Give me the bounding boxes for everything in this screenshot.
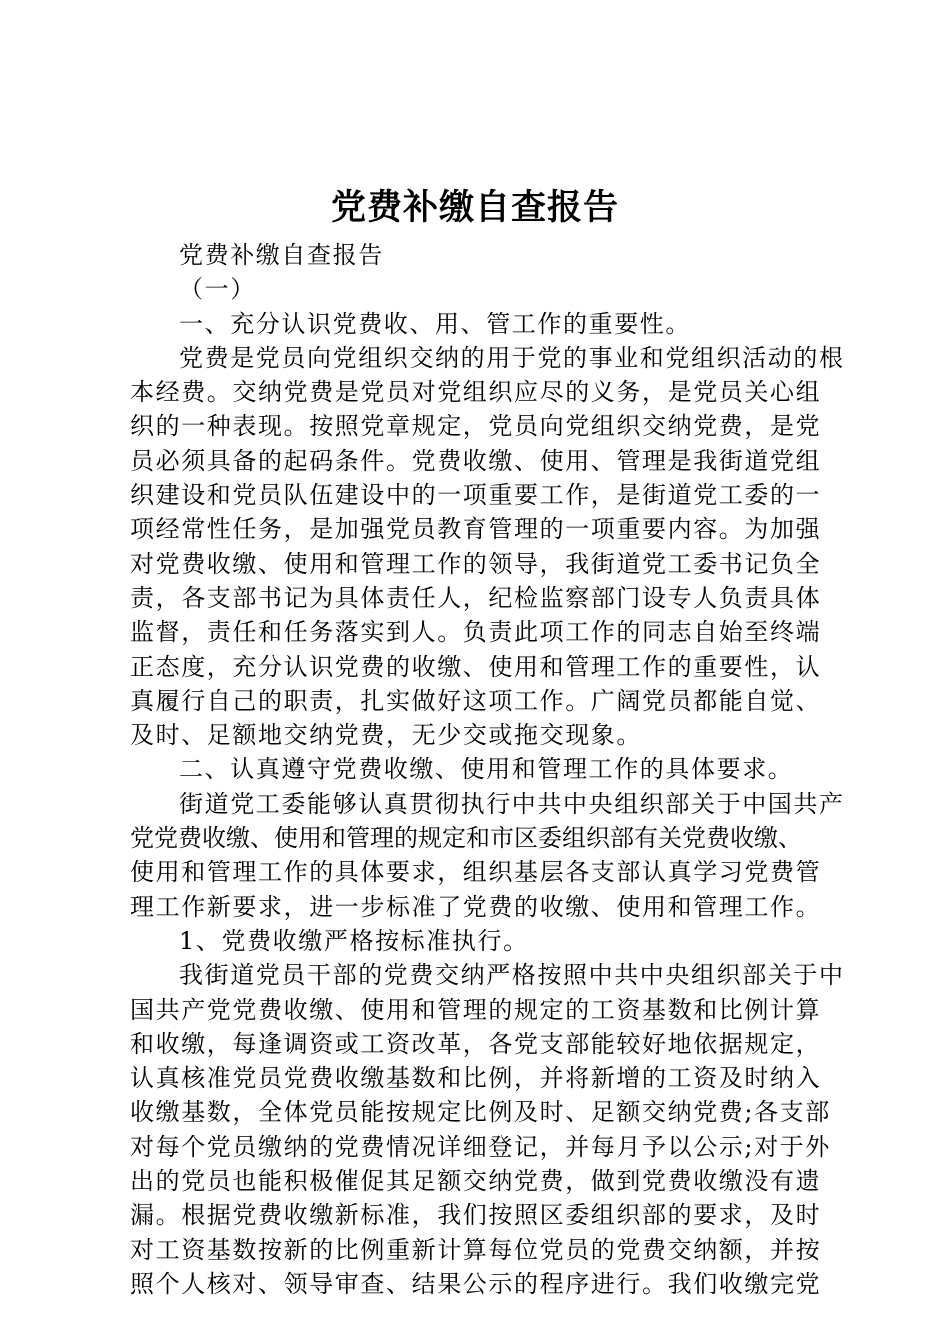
section-number: （一） xyxy=(179,275,256,304)
paragraph-line: 我街道党员干部的党费交纳严格按照中共中央组织部关于中 xyxy=(179,961,845,990)
subheading-1: 1、党费收缴严格按标准执行。 xyxy=(179,926,529,955)
heading-1: 一、充分认识党费收、用、管工作的重要性。 xyxy=(179,309,691,338)
paragraph-line: 理工作新要求，进一步标准了党费的收缴、使用和管理工作。 xyxy=(130,892,822,921)
paragraph-line: 党费是党员向党组织交纳的用于党的事业和党组织活动的根 xyxy=(179,343,845,372)
paragraph-line: 对工资基数按新的比例重新计算每位党员的党费交纳额，并按 xyxy=(130,1235,822,1264)
paragraph-line: 正态度，充分认识党费的收缴、使用和管理工作的重要性，认 xyxy=(130,652,822,681)
paragraph-line: 和收缴，每逢调资或工资改革，各党支部能较好地依据规定， xyxy=(130,1029,822,1058)
paragraph-line: 责，各支部书记为具体责任人，纪检监察部门设专人负责具体 xyxy=(130,583,822,612)
paragraph-line: 织的一种表现。按照党章规定，党员向党组织交纳党费，是党 xyxy=(130,412,822,441)
paragraph-line: 党党费收缴、使用和管理的规定和市区委组织部有关党费收缴、 xyxy=(130,824,802,853)
paragraph-line: 漏。根据党费收缴新标准，我们按照区委组织部的要求，及时 xyxy=(130,1201,822,1230)
document-body xyxy=(130,238,845,1301)
paragraph-line: 对党费收缴、使用和管理工作的领导，我街道党工委书记负全 xyxy=(130,549,822,578)
paragraph-line: 真履行自己的职责，扎实做好这项工作。广阔党员都能自觉、 xyxy=(130,686,822,715)
paragraph-line: 监督，责任和任务落实到人。负责此项工作的同志自始至终端 xyxy=(130,618,822,647)
paragraph-line: 收缴基数，全体党员能按规定比例及时、足额交纳党费;各支部 xyxy=(130,1098,831,1127)
paragraph-line: 出的党员也能积极催促其足额交纳党费，做到党费收缴没有遗 xyxy=(130,1167,822,1196)
paragraph-line: 织建设和党员队伍建设中的一项重要工作，是街道党工委的一 xyxy=(130,481,822,510)
paragraph-line: 对每个党员缴纳的党费情况详细登记，并每月予以公示;对于外 xyxy=(130,1132,831,1161)
paragraph-line: 及时、足额地交纳党费，无少交或拖交现象。 xyxy=(130,721,642,750)
heading-2: 二、认真遵守党费收缴、使用和管理工作的具体要求。 xyxy=(179,755,794,784)
document-title: 党费补缴自查报告 xyxy=(330,188,619,228)
paragraph-line: 街道党工委能够认真贯彻执行中共中央组织部关于中国共产 xyxy=(179,789,845,818)
paragraph-line: 使用和管理工作的具体要求，组织基层各支部认真学习党费管 xyxy=(130,858,822,887)
paragraph-line: 项经常性任务，是加强党员教育管理的一项重要内容。为加强 xyxy=(130,515,822,544)
paragraph-line: 本经费。交纳党费是党员对党组织应尽的义务，是党员关心组 xyxy=(130,378,822,407)
paragraph-line: 国共产党党费收缴、使用和管理的规定的工资基数和比例计算 xyxy=(130,995,822,1024)
paragraph-line: 照个人核对、领导审查、结果公示的程序进行。我们收缴完党 xyxy=(130,1269,822,1298)
subtitle-line: 党费补缴自查报告 xyxy=(179,241,384,269)
paragraph-line: 认真核准党员党费收缴基数和比例，并将新增的工资及时纳入 xyxy=(130,1064,822,1093)
paragraph-line: 员必须具备的起码条件。党费收缴、使用、管理是我街道党组 xyxy=(130,446,822,475)
